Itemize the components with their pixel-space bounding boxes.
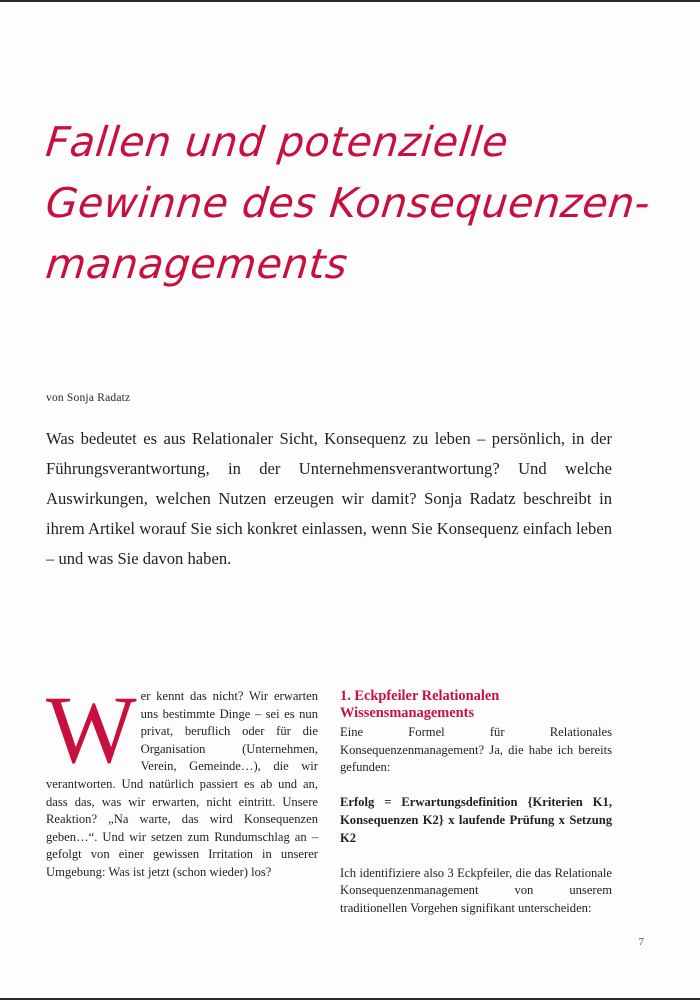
paragraph-spacer-2 xyxy=(340,847,612,865)
drop-cap-letter: W xyxy=(46,676,137,783)
body-columns xyxy=(46,676,612,915)
column-left xyxy=(46,676,318,882)
title-line-1: Fallen und potenzielle xyxy=(43,118,511,166)
column-right xyxy=(340,688,612,918)
page-number: 7 xyxy=(638,936,644,948)
title-line-3: managements xyxy=(43,240,351,288)
title-line-2: Gewinne des Konsequenzen- xyxy=(43,179,653,227)
section-heading: 1. Eckpfeiler Relationalen Wissensmanagements xyxy=(340,688,500,721)
paragraph-spacer-1 xyxy=(340,777,612,795)
page-top-edge xyxy=(0,0,700,2)
left-column-text: er kennt das nicht? Wir erwarten uns bestimmte Dinge – sei es nun privat, beruflich oder für die Organisation (Unternehmen, Verein, Gemeinde…), die wir verantworten. Und natürlich passiert es ab und an, dass das, was wir erwarten, nicht eintritt. Unsere Reaktion? „Na warte, das wird Konsequenzen geben…“. Und wir setzen zum Rundumschlag an – gefolgt von einer gewissen Irritation in unserer Umgebung: Was ist jetzt (schon wieder) los? xyxy=(46,689,318,879)
article-title xyxy=(43,112,653,295)
byline: von Sonja Radatz xyxy=(46,392,131,404)
formula-line: Erfolg = Erwartungsdefinition {Kriterien K1, Konsequenzen K2} x laufende Prüfung x Setzung K2 xyxy=(340,795,612,845)
lead-paragraph: Was bedeutet es aus Relationaler Sicht, Konsequenz zu leben – persönlich, in der Führungsverantwortung, in der Unternehmensverantwortung? Und welche Auswirkungen, welchen Nutzen erzeugen wir damit? Sonja Radatz beschreibt in ihrem Artikel worauf Sie sich konkret einlassen, wenn Sie Konsequenz einfach leben – und was Sie davon haben. xyxy=(46,429,612,568)
left-column-paragraph xyxy=(46,676,318,882)
right-column-paragraph-1: Eine Formel für Relationales Konsequenzenmanagement? Ja, die habe ich bereits gefunden: xyxy=(340,725,612,775)
right-column-paragraph-2: Ich identifiziere also 3 Eckpfeiler, die das Relationale Konsequenzenmanagement von unserem traditionellen Vorgehen signifikant unterscheiden: xyxy=(340,865,612,915)
